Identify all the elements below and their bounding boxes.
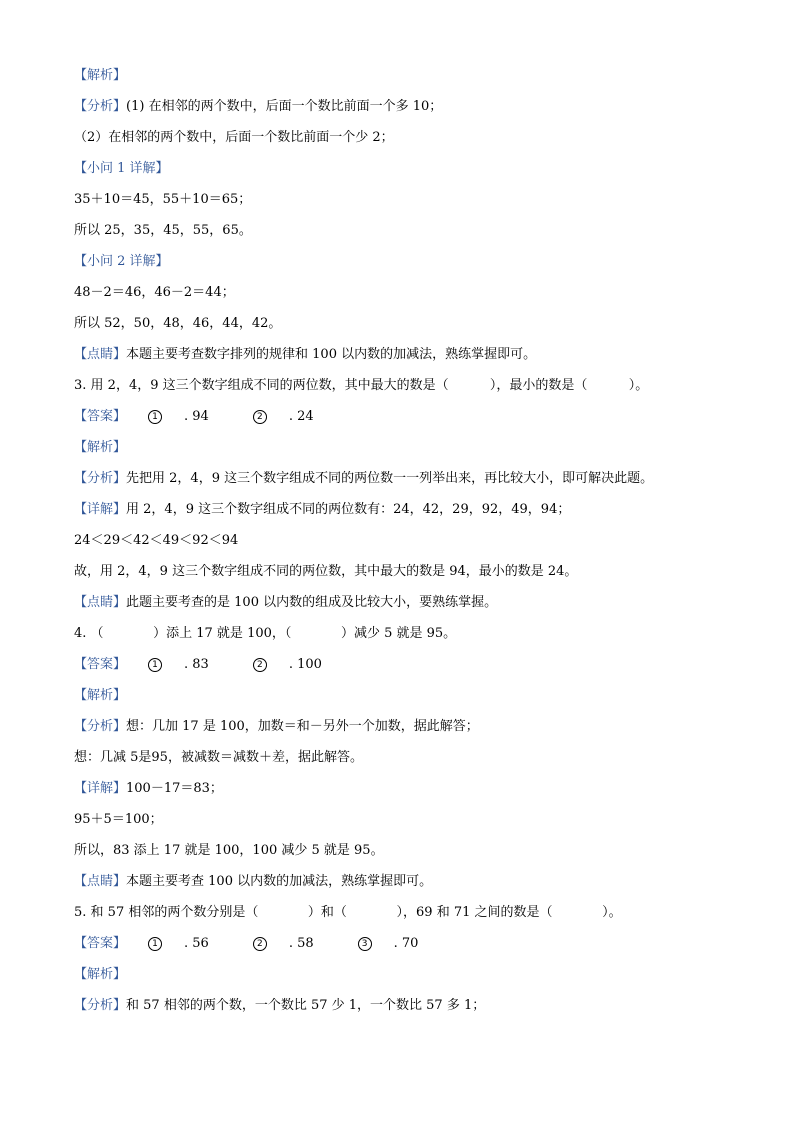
line-text: 95＋5＝100；	[74, 812, 163, 827]
answer-list	[148, 656, 366, 674]
text-line	[74, 346, 536, 364]
line-text: 想：几减 5是95，被减数＝减数＋差，据此解答。	[74, 750, 363, 765]
answer-item	[358, 936, 441, 951]
text-line	[74, 904, 622, 922]
text-line	[74, 67, 126, 85]
text-line	[74, 780, 223, 798]
line-text: 故，用 2，4，9 这三个数字组成不同的两位数，其中最大的数是 94，最小的数是 24。	[74, 564, 578, 579]
section-tag: 【分析】	[74, 471, 127, 486]
line-text: 所以 52，50，48，46，44，42。	[74, 316, 282, 331]
line-text: 用 2，4，9 这三个数字组成不同的两位数有：24，42，29，92，49，94；	[126, 502, 571, 517]
text-line	[74, 966, 126, 984]
text-line	[74, 594, 497, 612]
text-line	[74, 222, 252, 240]
text-line	[74, 935, 462, 953]
text-line	[74, 253, 169, 271]
text-line	[74, 749, 363, 767]
text-line	[74, 160, 169, 178]
answer-value: . 24	[288, 409, 314, 424]
line-text: 100－17＝83；	[126, 781, 223, 796]
circled-number-icon: 2	[253, 410, 267, 424]
line-text: 24＜29＜42＜49＜92＜94	[74, 533, 239, 548]
section-tag: 【答案】	[74, 657, 127, 672]
circled-number-icon: 3	[358, 937, 372, 951]
section-tag: 【点睛】	[74, 347, 127, 362]
section-tag: 【点睛】	[74, 595, 127, 610]
text-line	[74, 129, 394, 147]
section-tag: 【答案】	[74, 936, 127, 951]
text-line	[74, 873, 432, 891]
line-text: 48－2＝46，46－2＝44；	[74, 285, 235, 300]
section-tag: 【解析】	[74, 688, 127, 703]
text-line	[74, 718, 479, 736]
section-tag: 【详解】	[74, 502, 127, 517]
section-tag: 【分析】	[74, 998, 127, 1013]
circled-number-icon: 1	[148, 658, 162, 672]
line-text: 本题主要考查数字排列的规律和 100 以内数的加减法，熟练掌握即可。	[126, 347, 537, 362]
line-text: 想：几加 17 是 100，加数＝和－另外一个加数，据此解答；	[126, 719, 479, 734]
answer-value: . 56	[184, 936, 209, 951]
answer-list	[148, 408, 358, 426]
section-tag: 【分析】	[74, 99, 127, 114]
line-text: 4. （ ）添上 17 就是 100，（ ）减少 5 就是 95。	[74, 626, 457, 641]
line-text: 此题主要考查的是 100 以内数的组成及比较大小，要熟练掌握。	[126, 595, 498, 610]
text-line	[74, 470, 653, 488]
line-text: 3. 用 2，4，9 这三个数字组成不同的两位数，其中最大的数是（ ），最小的数是（ ）。	[74, 378, 649, 393]
text-line	[74, 284, 235, 302]
text-line	[74, 408, 358, 426]
answer-item	[253, 657, 344, 672]
answer-value: . 94	[184, 409, 209, 424]
line-text: （2）在相邻的两个数中，后面一个数比前面一个少 2；	[74, 130, 394, 145]
text-line	[74, 439, 126, 457]
text-line	[74, 501, 570, 519]
text-line	[74, 98, 442, 116]
section-tag: 【解析】	[74, 967, 127, 982]
answer-value: . 83	[184, 657, 209, 672]
section-tag: 【小问 2 详解】	[74, 254, 169, 269]
line-text: 和 57 相邻的两个数，一个数比 57 少 1，一个数比 57 多 1；	[126, 998, 486, 1013]
line-text: 所以 25，35，45，55，65。	[74, 223, 252, 238]
circled-number-icon: 1	[148, 410, 162, 424]
section-tag: 【小问 1 详解】	[74, 161, 169, 176]
text-line	[74, 315, 281, 333]
text-line	[74, 377, 648, 395]
section-tag: 【点睛】	[74, 874, 127, 889]
answer-item	[253, 409, 336, 424]
text-line	[74, 191, 251, 209]
line-text: 35＋10＝45，55＋10＝65；	[74, 192, 252, 207]
section-tag: 【分析】	[74, 719, 127, 734]
line-text: (1) 在相邻的两个数中，后面一个数比前面一个多 10；	[126, 99, 443, 114]
text-line	[74, 842, 384, 860]
text-line	[74, 625, 456, 643]
answer-value: . 58	[288, 936, 314, 951]
line-text: 本题主要考查 100 以内数的加减法，熟练掌握即可。	[126, 874, 433, 889]
answer-value: . 100	[288, 657, 322, 672]
section-tag: 【解析】	[74, 68, 127, 83]
line-text: 所以，83 添上 17 就是 100，100 减少 5 就是 95。	[74, 843, 384, 858]
text-line	[74, 687, 126, 705]
line-text: 5. 和 57 相邻的两个数分别是（ ）和（ ），69 和 71 之间的数是（ ）。	[74, 905, 622, 920]
answer-item	[148, 936, 231, 951]
section-tag: 【详解】	[74, 781, 127, 796]
text-line	[74, 563, 577, 581]
text-line	[74, 811, 163, 829]
text-line	[74, 532, 238, 550]
circled-number-icon: 2	[253, 658, 267, 672]
line-text: 先把用 2，4，9 这三个数字组成不同的两位数一一列举出来，再比较大小，即可解决此题。	[126, 471, 654, 486]
circled-number-icon: 1	[148, 937, 162, 951]
section-tag: 【解析】	[74, 440, 127, 455]
answer-item	[148, 409, 231, 424]
answer-item	[253, 936, 336, 951]
text-line	[74, 997, 485, 1015]
circled-number-icon: 2	[253, 937, 267, 951]
answer-item	[148, 657, 231, 672]
section-tag: 【答案】	[74, 409, 127, 424]
answer-list	[148, 935, 462, 953]
text-line	[74, 656, 366, 674]
answer-value: . 70	[393, 936, 419, 951]
